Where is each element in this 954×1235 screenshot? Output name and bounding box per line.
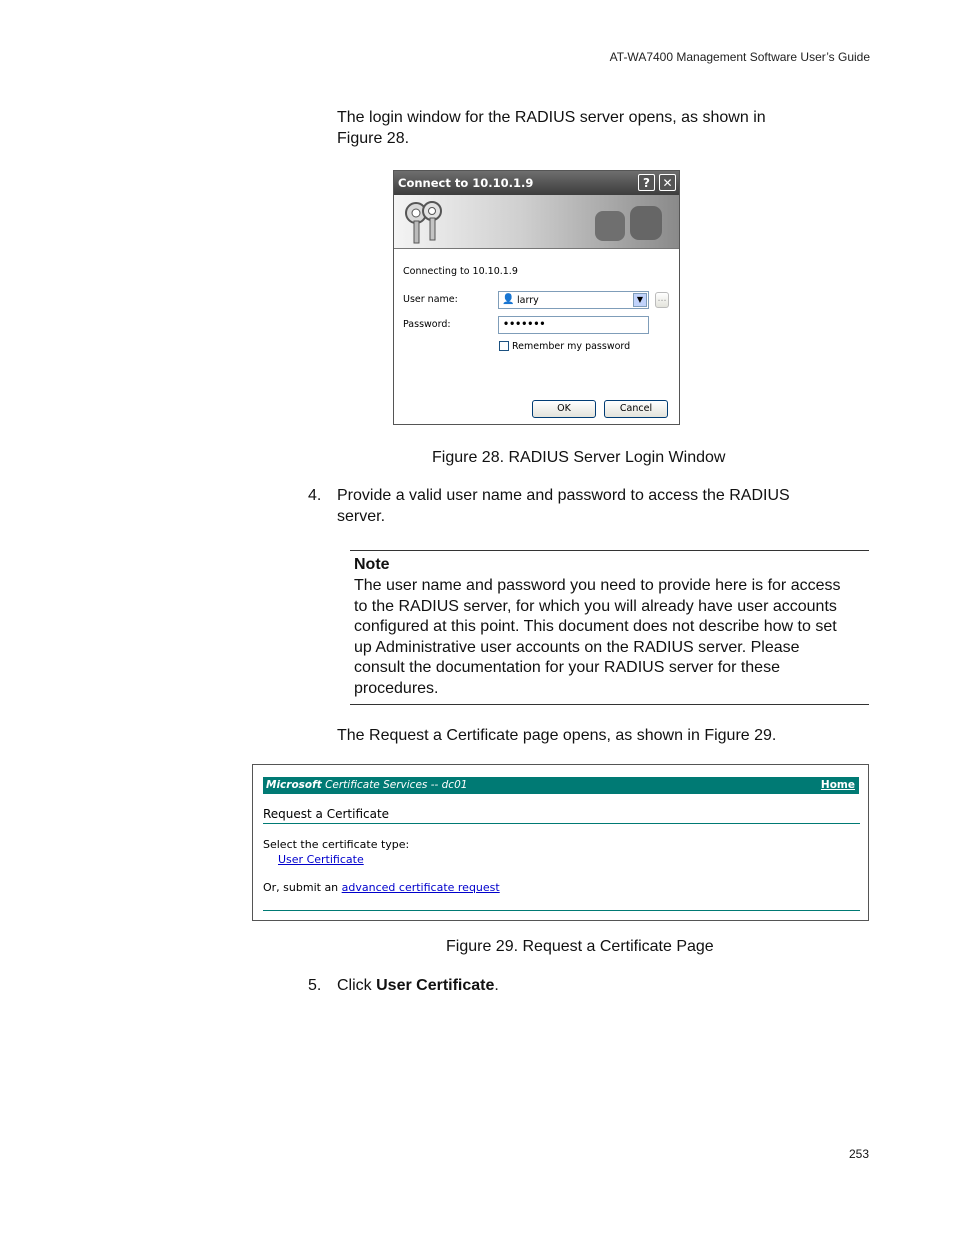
- step-5-number: 5.: [308, 977, 322, 994]
- note-line: procedures.: [354, 679, 439, 697]
- dialog-banner: [394, 195, 679, 249]
- dialog-body: [394, 249, 679, 425]
- step-4-line-1: Provide a valid user name and password to access the RADIUS: [337, 487, 790, 504]
- figure-29-caption: Figure 29. Request a Certificate Page: [446, 938, 714, 955]
- username-label: User name:: [403, 294, 458, 305]
- step-4-text: [337, 486, 790, 527]
- select-type-text: Select the certificate type:: [263, 838, 410, 851]
- password-field[interactable]: [498, 316, 649, 334]
- connecting-label: Connecting to 10.10.1.9: [403, 266, 518, 277]
- home-link[interactable]: Home: [820, 779, 855, 791]
- step-5-prefix: Click: [337, 977, 377, 994]
- submit-line: [263, 881, 500, 894]
- note-heading: Note: [354, 556, 390, 573]
- password-label: Password:: [403, 319, 451, 330]
- running-header: AT-WA7400 Management Software User’s Guide: [609, 50, 870, 64]
- cert-bottom-rule: [263, 910, 860, 911]
- remember-label: Remember my password: [512, 341, 631, 352]
- note-line: consult the documentation for your RADIUS server for these: [354, 659, 780, 676]
- step-5-text: [337, 976, 499, 997]
- step-5-suffix: .: [494, 977, 499, 994]
- keys-icon: [402, 199, 450, 245]
- ok-button[interactable]: OK: [532, 400, 596, 418]
- browse-button[interactable]: ...: [655, 292, 669, 308]
- step-5-bold: User Certificate: [376, 977, 495, 994]
- microsoft-brand: Microsoft: [266, 779, 322, 791]
- note-bottom-rule: [350, 704, 869, 705]
- close-button[interactable]: ✕: [659, 174, 676, 191]
- remember-checkbox[interactable]: [499, 341, 509, 351]
- note-top-rule: [350, 550, 869, 551]
- note-line: configured at this point. This document does not describe how to set: [354, 618, 837, 635]
- radius-login-dialog: [393, 170, 680, 425]
- certificate-page: [252, 764, 869, 921]
- request-paragraph: The Request a Certificate page opens, as shown in Figure 29.: [337, 727, 777, 744]
- username-value: larry: [517, 295, 539, 306]
- help-button[interactable]: ?: [638, 174, 655, 191]
- step-4-line-2: server.: [337, 507, 386, 525]
- step-4-number: 4.: [308, 487, 322, 504]
- intro-line-1: The login window for the RADIUS server opens, as shown in: [337, 109, 766, 126]
- username-field[interactable]: [498, 291, 649, 309]
- cert-service-title: Certificate Services -- dc01: [325, 779, 468, 791]
- dialog-title: Connect to 10.10.1.9: [398, 176, 534, 190]
- note-line: to the RADIUS server, for which you will already have user accounts: [354, 597, 837, 615]
- dialog-titlebar: [394, 171, 679, 195]
- figure-28-caption: Figure 28. RADIUS Server Login Window: [432, 449, 726, 466]
- intro-line-2: Figure 28.: [337, 129, 410, 147]
- intro-paragraph: [337, 108, 766, 149]
- cert-heading: Request a Certificate: [263, 807, 390, 821]
- chevron-down-icon[interactable]: ▼: [633, 293, 647, 307]
- note-line: up Administrative user accounts on the RADIUS server. Please: [354, 638, 800, 656]
- submit-prefix: Or, submit an: [263, 881, 342, 894]
- cert-header-bar: [263, 777, 859, 794]
- page-number: 253: [848, 1147, 869, 1161]
- note-line: The user name and password you need to provide here is for access: [354, 577, 841, 594]
- watermark-keys-icon: [590, 201, 670, 247]
- advanced-request-link[interactable]: advanced certificate request: [341, 881, 500, 894]
- user-icon: 👤: [502, 294, 515, 305]
- password-value: •••••••: [503, 319, 546, 330]
- cert-heading-rule: [263, 823, 860, 824]
- user-certificate-link[interactable]: User Certificate: [278, 853, 364, 866]
- cancel-button[interactable]: Cancel: [604, 400, 668, 418]
- note-body: [354, 576, 841, 699]
